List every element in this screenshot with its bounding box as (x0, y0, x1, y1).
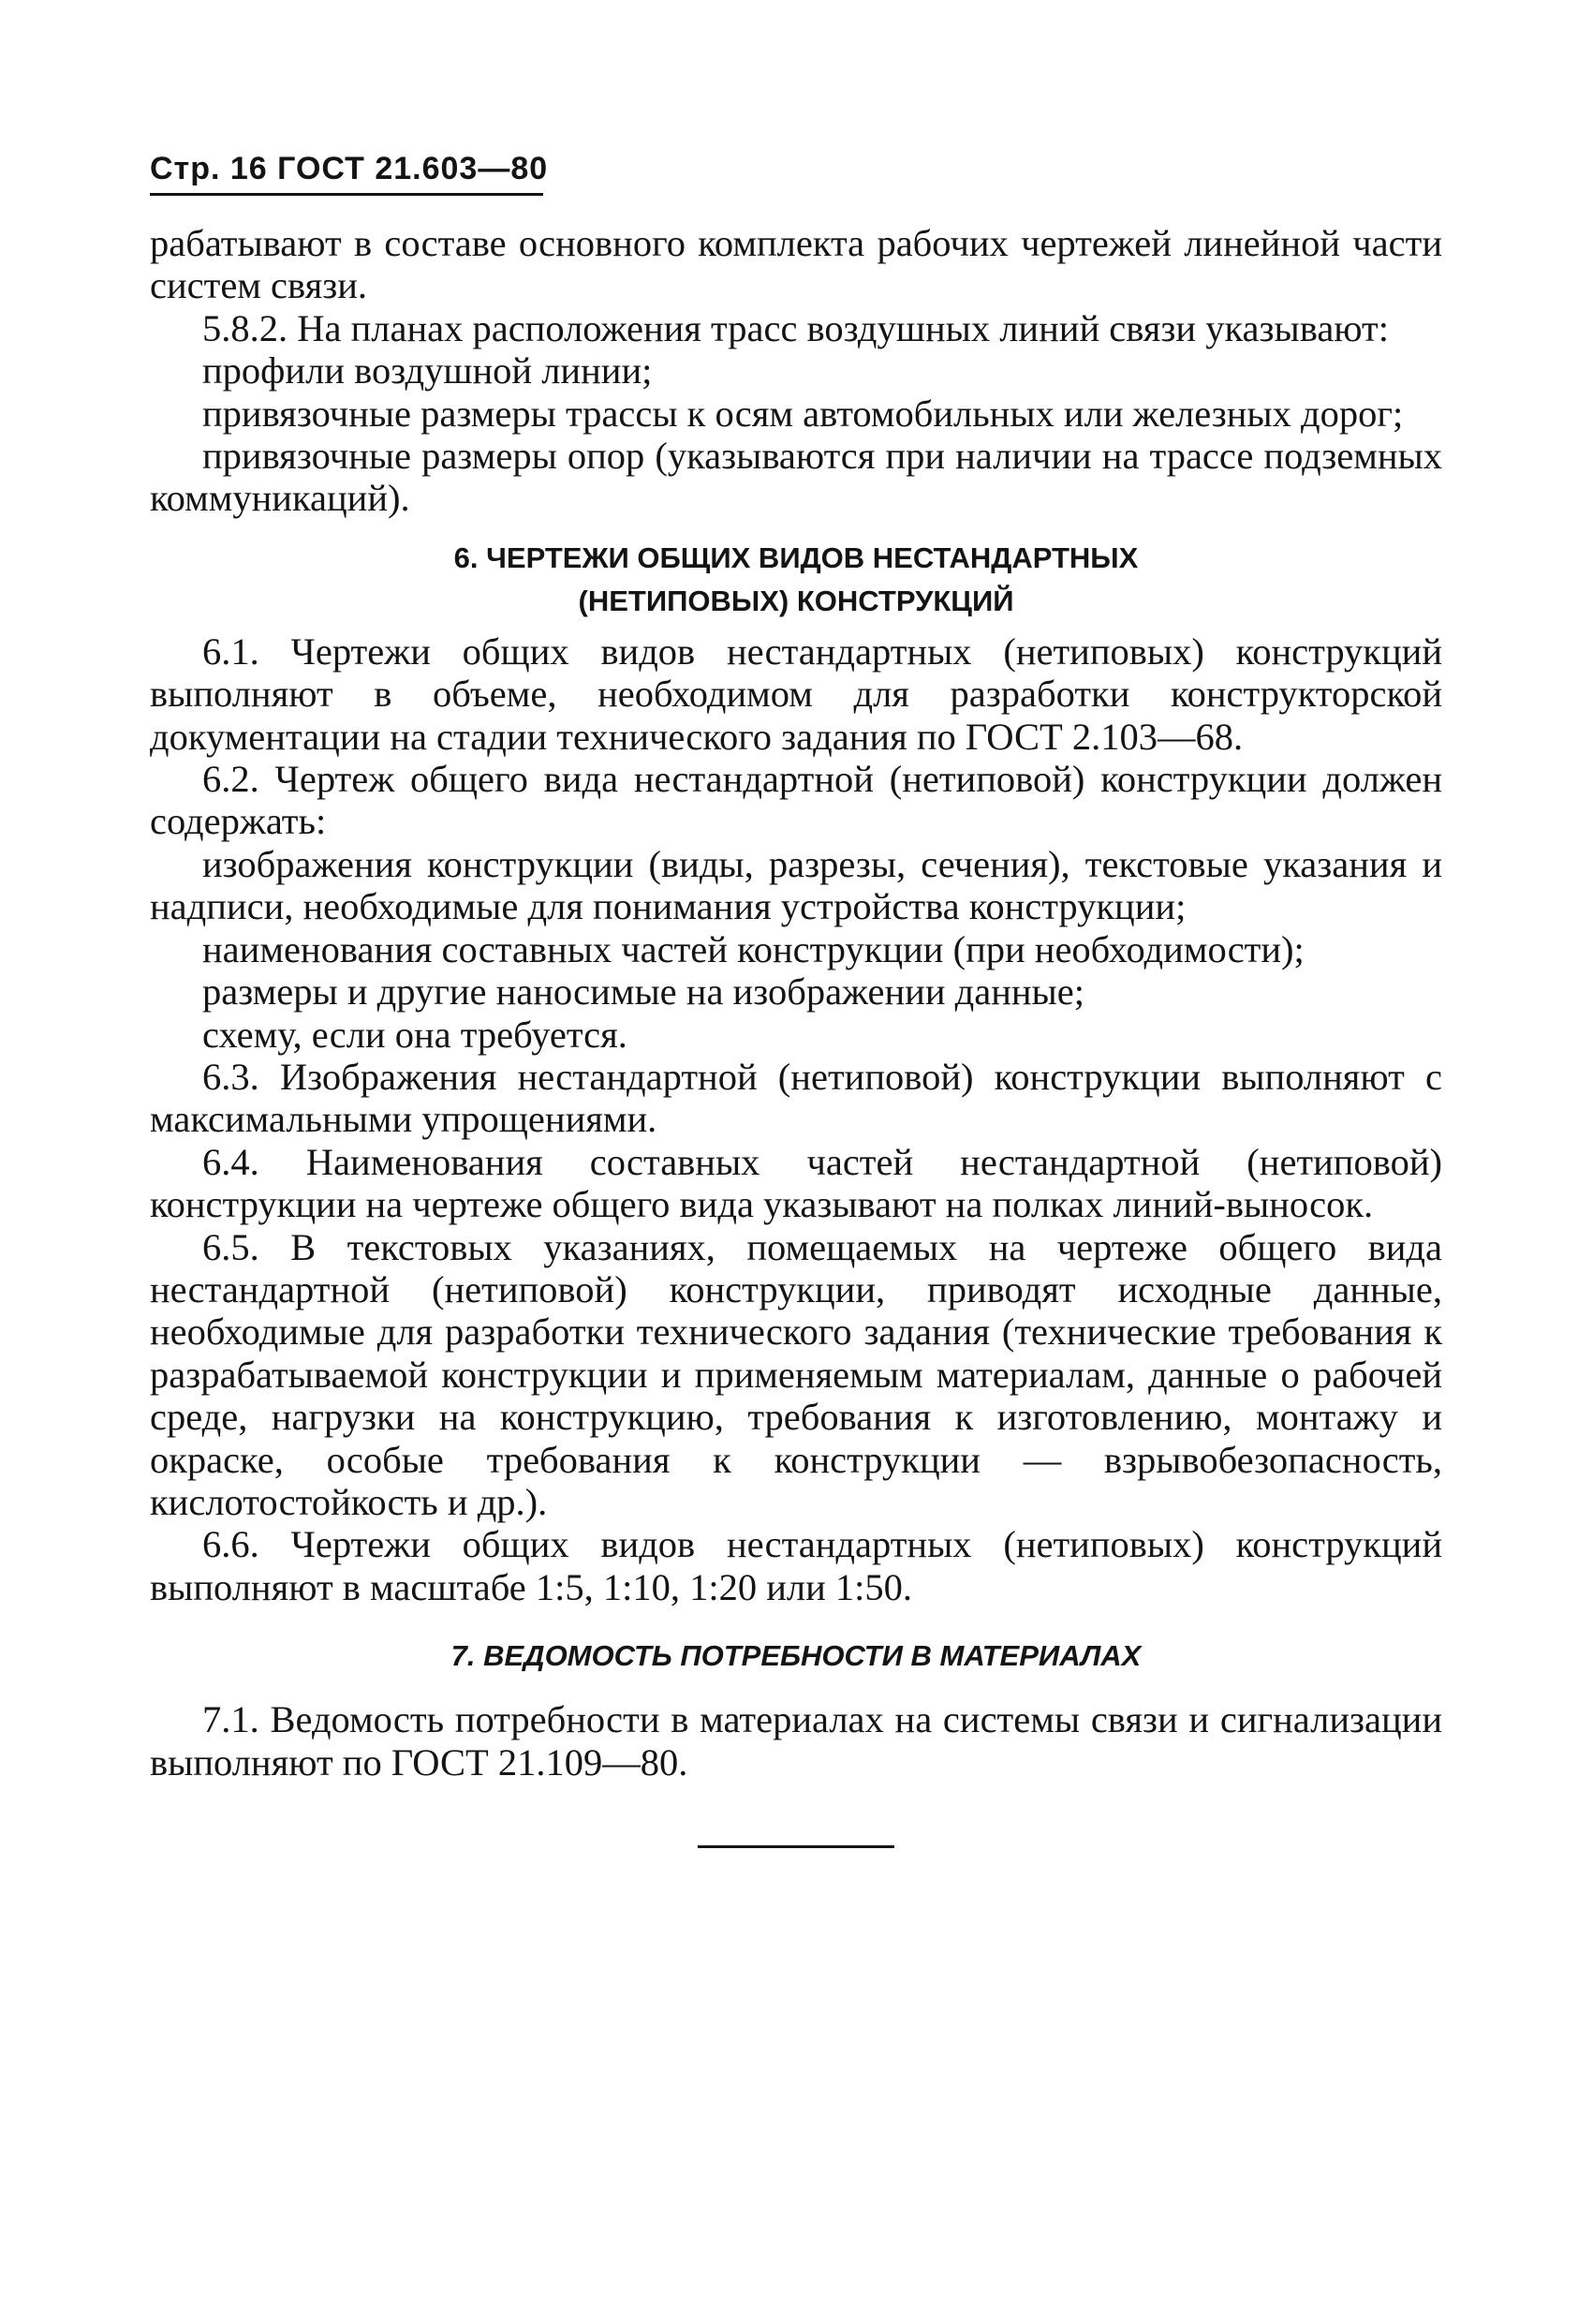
list-item: размеры и другие наносимые на изображении данные; (202, 970, 1085, 1014)
list-item: изображения конструкции (виды, разрезы, сечения), текстовые указания и надписи, необходимые для понимания устройства конструкции; (150, 842, 1442, 928)
header-rule (150, 193, 543, 196)
section-7-heading: 7. ВЕДОМОСТЬ ПОТРЕБНОСТИ В МАТЕРИАЛАХ (450, 1639, 1142, 1673)
paragraph-6-1: 6.1. Чертежи общих видов нестандартных (нетиповых) конструкций выполняют в объеме, необходимом для разработки конструкторской документации на стадии технического задания по ГОСТ 2.103—68. (150, 629, 1442, 758)
paragraph-6-2: 6.2. Чертеж общего вида нестандартной (нетиповой) конструкции должен содержать: (150, 758, 1442, 843)
paragraph-continued: рабатывают в составе основного комплекта рабочих чертежей линейной части систем связи. (150, 222, 1442, 307)
list-item: схему, если она требуется. (202, 1013, 627, 1056)
paragraph-5-8-2: 5.8.2. На планах расположения трасс воздушных линий связи указывают: (202, 306, 1389, 349)
paragraph-6-6: 6.6. Чертежи общих видов нестандартных (нетиповых) конструкций выполняют в масштабе 1:5, 1:10, 1:20 или 1:50. (150, 1523, 1442, 1608)
paragraph-6-3: 6.3. Изображения нестандартной (нетиповой) конструкции выполняют с максимальными упрощениями. (150, 1055, 1442, 1141)
end-rule (698, 1845, 894, 1848)
section-6-heading-line1: 6. ЧЕРТЕЖИ ОБЩИХ ВИДОВ НЕСТАНДАРТНЫХ (453, 540, 1139, 574)
paragraph-6-4: 6.4. Наименования составных частей нестандартной (нетиповой) конструкции на чертеже общего вида указывают на полках линий-выносок. (150, 1140, 1442, 1226)
section-6-heading (150, 537, 1442, 623)
list-item: профили воздушной линии; (202, 349, 653, 392)
list-item: привязочные размеры трассы к осям автомобильных или железных дорог; (202, 392, 1404, 435)
section-6-heading-line2: (НЕТИПОВЫХ) КОНСТРУКЦИЙ (578, 584, 1014, 617)
list-item: наименования составных частей конструкции (при необходимости); (202, 927, 1305, 970)
paragraph-6-5: 6.5. В текстовых указаниях, помещаемых на чертеже общего вида нестандартной (нетиповой) конструкции, приводят исходные данные, необходимые для разработки технического задания (технические требования к разрабатываемой конструкции и применяемым материалам, данные о рабочей среде, нагрузки на конструкцию, требования к изготовлению, монтажу и окраске, особые требования к конструкции — взрывобезопасность, кислотостойкость и др.). (150, 1225, 1442, 1523)
paragraph-7-1: 7.1. Ведомость потребности в материалах на системы связи и сигнализации выполняют по ГОСТ 21.109—80. (150, 1698, 1442, 1784)
page-header: Стр. 16 ГОСТ 21.603—80 (150, 151, 549, 186)
list-item: привязочные размеры опор (указываются при наличии на трассе подземных коммуникаций). (150, 435, 1442, 520)
page (150, 150, 1442, 1848)
